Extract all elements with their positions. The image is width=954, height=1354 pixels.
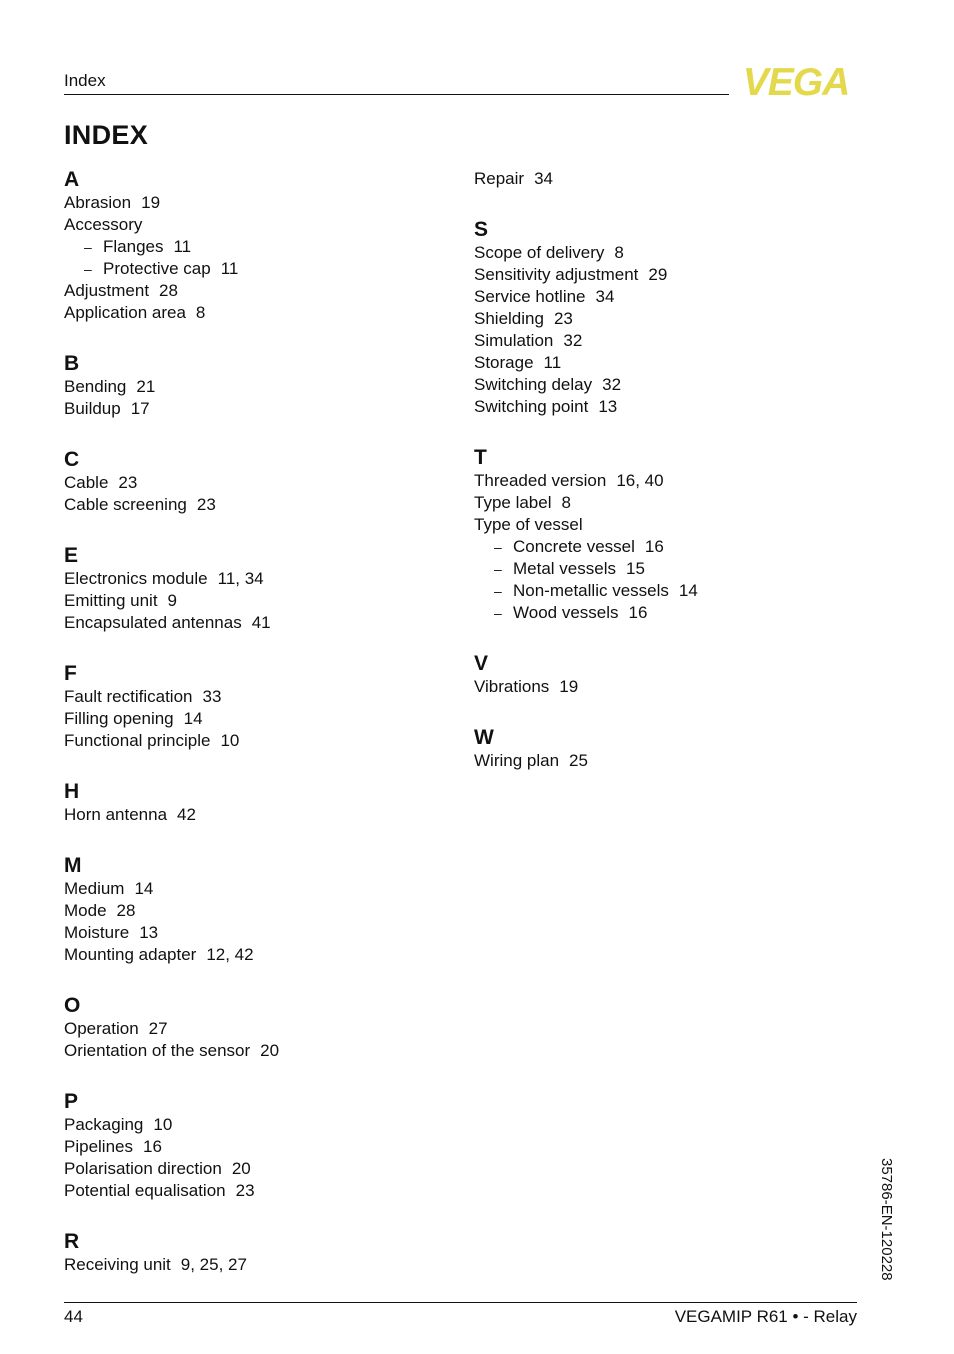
index-entry [474,352,854,374]
entry-pages: 17 [130,399,150,418]
entry-pages: 16, 40 [616,471,664,490]
section-letter: S [474,218,489,241]
index-section [474,218,854,418]
index-entry [64,1114,444,1136]
index-entry [474,676,854,698]
section-letter: R [64,1230,80,1253]
entry-term: Switching delay [474,375,593,394]
index-entry [64,944,444,966]
index-entry [64,686,444,708]
entry-pages: 16 [143,1137,162,1156]
index-section [64,168,444,324]
entry-term: Switching point [474,397,589,416]
index-entry [64,472,444,494]
index-section [64,544,444,634]
index-entry [64,922,444,944]
entry-pages: 34 [534,169,554,188]
entry-term: Emitting unit [64,591,158,610]
entry-pages: 19 [559,677,579,696]
footer-divider [64,1302,857,1303]
entry-term: Storage [474,353,534,372]
index-subentry [474,536,854,558]
entry-pages: 13 [598,397,618,416]
index-entry [64,214,444,236]
index-entry [64,1158,444,1180]
entry-pages: 9, 25, 27 [180,1255,247,1274]
section-letter: O [64,994,81,1017]
entry-pages: 33 [202,687,222,706]
entry-term: Orientation of the sensor [64,1041,251,1060]
entry-term: Buildup [64,399,121,418]
product-name: VEGAMIP R61 • - Relay [674,1307,857,1326]
entry-pages: 29 [648,265,668,284]
section-letter: F [64,662,77,685]
entry-term: Repair [474,169,525,188]
header-divider [64,94,729,95]
entry-term: Shielding [474,309,544,328]
entry-pages: 19 [141,193,161,212]
index-column-left [64,168,444,1304]
index-section [64,662,444,752]
index-section [64,448,444,516]
index-entry [474,374,854,396]
entry-term: Electronics module [64,569,208,588]
section-letter: V [474,652,489,675]
index-entry [64,376,444,398]
entry-pages: 8 [614,243,624,262]
entry-term: Functional principle [64,731,211,750]
index-entry [474,264,854,286]
entry-term: Simulation [474,331,554,350]
entry-term: Threaded version [474,471,607,490]
entry-pages: 11 [543,353,562,372]
index-entry [474,514,854,536]
entry-term: Packaging [64,1115,144,1134]
index-subentry [474,558,854,580]
index-section [64,994,444,1062]
index-section [64,854,444,966]
index-section [64,780,444,826]
index-section [64,1230,444,1276]
index-section [474,446,854,624]
index-entry [474,470,854,492]
entry-term: Scope of delivery [474,243,605,262]
entry-term: Non-metallic vessels [513,581,669,600]
entry-term: Polarisation direction [64,1159,222,1178]
index-entry [474,242,854,264]
entry-term: Pipelines [64,1137,133,1156]
entry-pages: 8 [195,303,206,322]
entry-term: Application area [64,303,186,322]
entry-pages: 23 [553,309,573,328]
index-entry [64,1136,444,1158]
section-letter: M [64,854,82,877]
index-entry [64,804,444,826]
entry-term: Type of vessel [474,515,583,534]
entry-term: Operation [64,1019,139,1038]
entry-pages: 34 [595,287,615,306]
entry-term: Wood vessels [513,603,619,622]
entry-term: Filling opening [64,709,174,728]
page-number: 44 [64,1307,83,1326]
index-entry [64,730,444,752]
entry-pages: 14 [134,879,154,898]
entry-pages: 28 [159,281,178,300]
document-code: 35786-EN-120228 [878,1158,895,1281]
index-subentry [64,236,444,258]
index-entry [64,708,444,730]
entry-term: Bending [64,377,127,396]
entry-pages: 25 [569,751,588,770]
index-section [474,168,854,190]
index-entry [474,396,854,418]
index-section [64,352,444,420]
entry-pages: 23 [196,495,216,514]
entry-term: Accessory [64,215,143,234]
entry-pages: 20 [260,1041,280,1060]
index-entry [64,590,444,612]
header-label: Index [64,71,106,90]
section-letter: E [64,544,79,567]
entry-pages: 10 [153,1115,173,1134]
entry-pages: 16 [644,537,664,556]
index-column-right [474,168,854,800]
index-entry [64,494,444,516]
index-section [64,1090,444,1202]
entry-pages: 9 [167,591,178,610]
entry-pages: 11, 34 [217,569,264,588]
index-subentry [474,602,854,624]
entry-pages: 28 [116,901,136,920]
entry-pages: 12, 42 [206,945,254,964]
index-entry [64,1254,444,1276]
entry-term: Potential equalisation [64,1181,226,1200]
index-subentry [474,580,854,602]
entry-term: Cable [64,473,109,492]
section-letter: H [64,780,80,803]
logo-text: VEGA [742,62,850,102]
index-entry [64,398,444,420]
index-section [474,652,854,698]
index-entry [64,192,444,214]
index-entry [64,302,444,324]
index-entry [64,568,444,590]
section-letter: T [474,446,487,469]
section-letter: B [64,352,80,375]
entry-pages: 32 [563,331,583,350]
entry-term: Metal vessels [513,559,616,578]
index-entry [64,1180,444,1202]
entry-term: Flanges [103,237,164,256]
entry-term: Mode [64,901,107,920]
entry-pages: 42 [177,805,196,824]
entry-term: Medium [64,879,125,898]
index-entry [64,1040,444,1062]
index-entry [474,330,854,352]
entry-pages: 20 [231,1159,251,1178]
entry-term: Sensitivity adjustment [474,265,639,284]
entry-term: Cable screening [64,495,187,514]
entry-term: Mounting adapter [64,945,197,964]
page-title: INDEX [64,120,149,150]
entry-term: Abrasion [64,193,132,212]
entry-pages: 16 [628,603,648,622]
section-letter: A [64,168,80,191]
entry-term: Adjustment [64,281,150,300]
index-section [474,726,854,772]
entry-pages: 13 [139,923,159,942]
entry-pages: 10 [220,731,240,750]
index-entry [64,878,444,900]
entry-pages: 15 [625,559,645,578]
index-subentry [64,258,444,280]
index-entry [64,900,444,922]
entry-term: Type label [474,493,552,512]
section-letter: C [64,448,80,471]
entry-term: Protective cap [103,259,211,278]
section-letter: W [474,726,494,749]
index-entry [474,286,854,308]
entry-term: Receiving unit [64,1255,171,1274]
entry-term: Moisture [64,923,130,942]
index-entry [474,308,854,330]
section-letter: P [64,1090,79,1113]
entry-term: Vibrations [474,677,550,696]
entry-pages: 41 [251,613,271,632]
index-entry [474,168,854,190]
index-entry [64,1018,444,1040]
entry-term: Horn antenna [64,805,168,824]
index-entry [64,280,444,302]
entry-term: Service hotline [474,287,586,306]
entry-term: Encapsulated antennas [64,613,242,632]
entry-term: Concrete vessel [513,537,635,556]
entry-pages: 27 [148,1019,168,1038]
entry-pages: 23 [235,1181,255,1200]
entry-pages: 11 [220,259,239,278]
entry-pages: 32 [602,375,622,394]
entry-pages: 14 [183,709,203,728]
entry-pages: 23 [118,473,138,492]
entry-term: Wiring plan [474,751,560,770]
entry-pages: 14 [678,581,698,600]
index-entry [474,750,854,772]
vega-logo [733,62,859,102]
entry-term: Fault rectification [64,687,193,706]
index-entry [474,492,854,514]
index-entry [64,612,444,634]
entry-pages: 11 [173,237,192,256]
entry-pages: 21 [136,377,156,396]
entry-pages: 8 [561,493,571,512]
